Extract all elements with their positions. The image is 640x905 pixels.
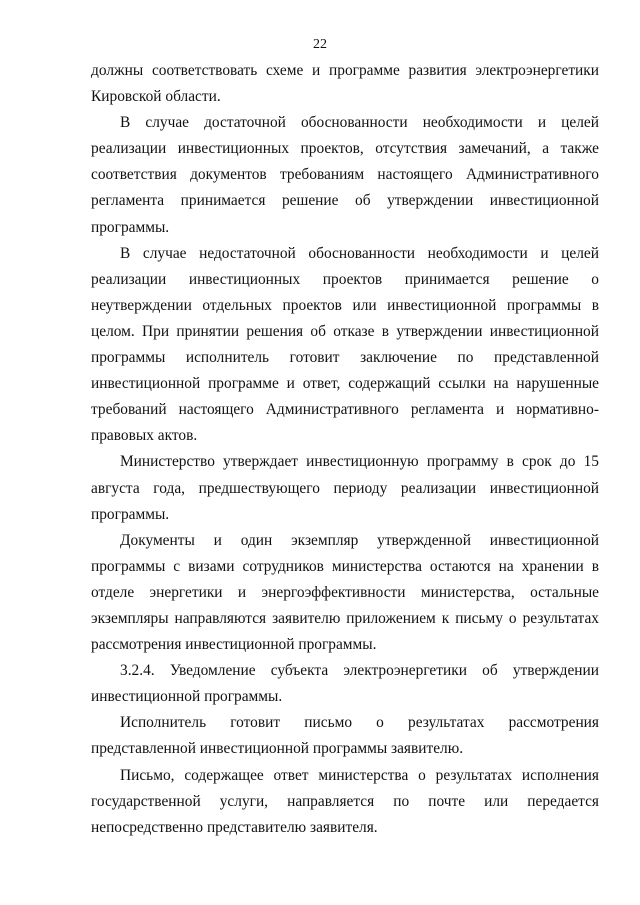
paragraph-2: В случае достаточной обоснованности необходимости и целей реализации инвестиционных проектов, отсутствия замечаний, а также соответствия документов требованиям настоящего Административного регламента принимается решение об утверждении инвестиционной программы. xyxy=(91,114,599,236)
paragraph-7: Исполнитель готовит письмо о результатах рассмотрения представленной инвестиционной программы заявителю. xyxy=(91,714,599,758)
page-number: 22 xyxy=(313,37,327,52)
section-heading-3-2-4: 3.2.4. Уведомление субъекта электроэнергетики об утверждении инвестиционной программы. xyxy=(91,662,599,706)
paragraph-1: должны соответствовать схеме и программе развития электроэнергетики Кировской области. xyxy=(91,62,599,106)
paragraph-8: Письмо, содержащее ответ министерства о результатах исполнения государственной услуги, направляется по почте или передается непосредственно представителю заявителя. xyxy=(91,766,599,836)
paragraph-5: Документы и один экземпляр утвержденной инвестиционной программы с визами сотрудников министерства остаются на хранении в отделе энергетики и энергоэффективности министерства, остальные экземпляры направляются заявителю приложением к письму о результатах рассмотрения инвестиционной программы. xyxy=(91,531,599,654)
paragraph-4: Министерство утверждает инвестиционную программу в срок до 15 августа года, предшествующего периоду реализации инвестиционной программы. xyxy=(91,453,599,523)
paragraph-3: В случае недостаточной обоснованности необходимости и целей реализации инвестиционных проектов принимается решение о неутверждении отдельных проектов или инвестиционной программы в целом. При принятии решения об отказе в утверждении инвестиционной программы исполнитель готовит заключение по представленной инвестиционной программе и ответ, содержащий ссылки на нарушенные требований настоящего Административного регламента и нормативно-правовых актов. xyxy=(91,244,599,445)
document-body xyxy=(91,58,599,841)
